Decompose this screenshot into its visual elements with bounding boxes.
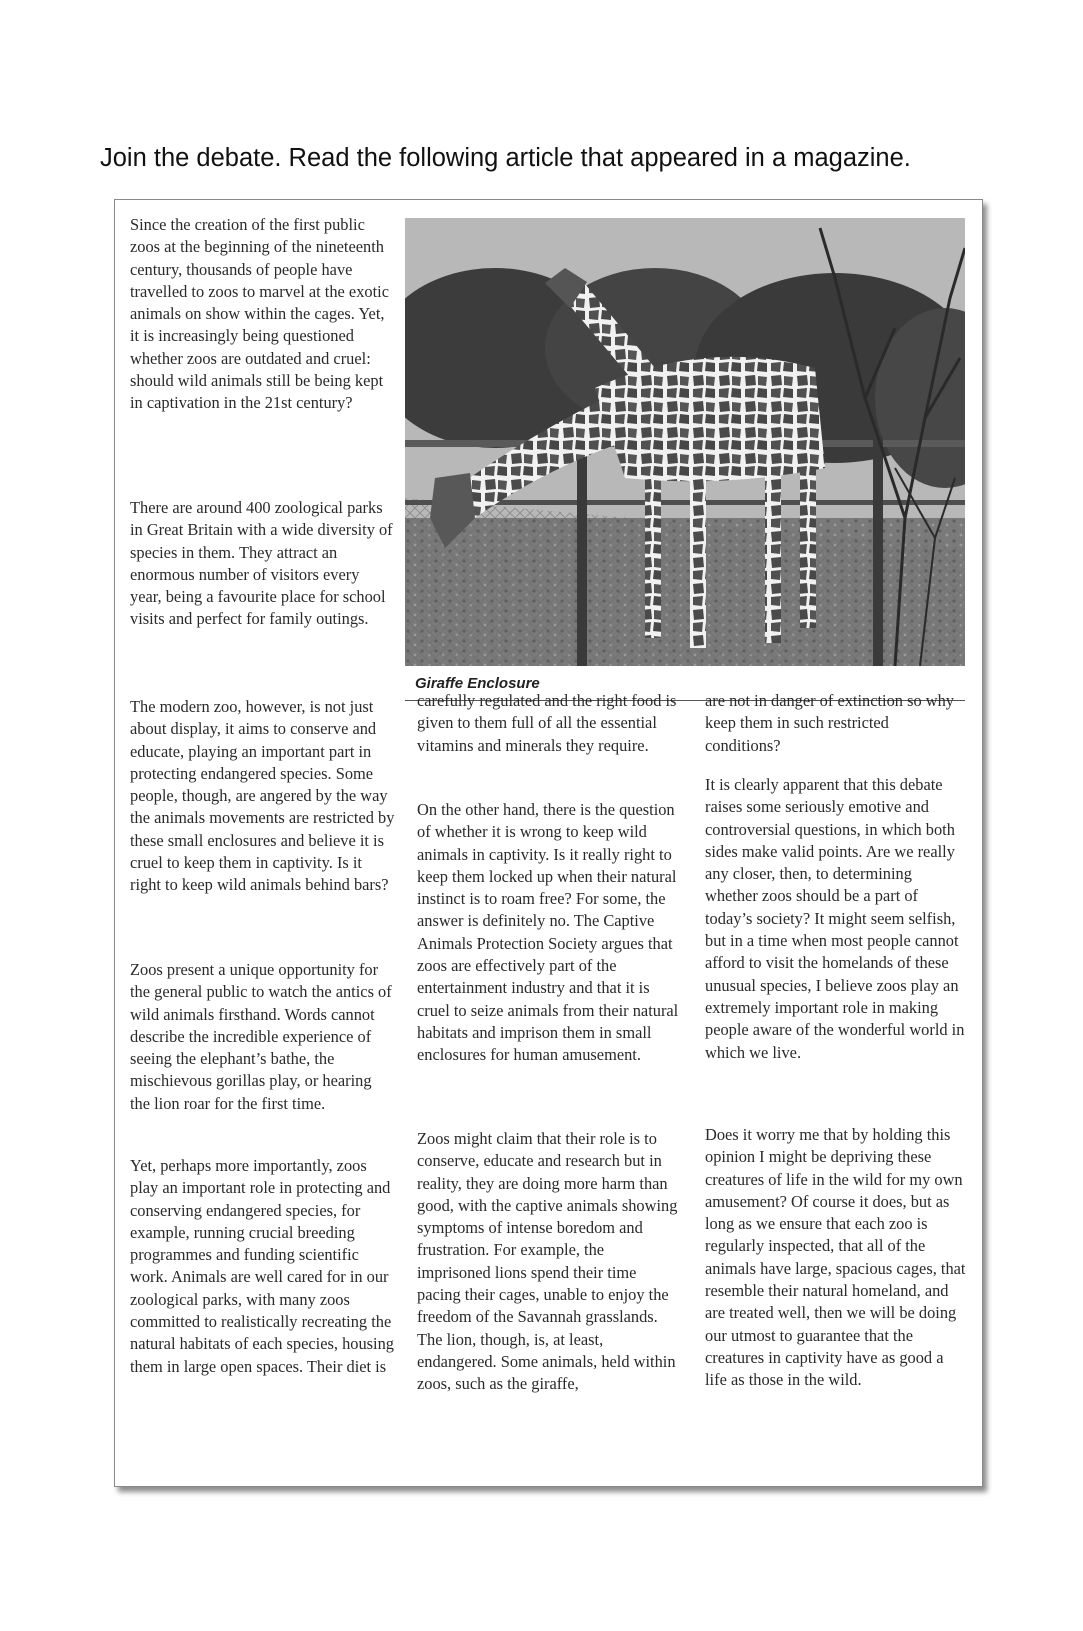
article-paragraph-7: On the other hand, there is the question of whether it is wrong to keep wild animals in captivity. Is it really right to keep them locked up when their natural instinct is to roam free? For some, the answer is definitely no. The Captive Animals Protection Society argues that zoos are effectively part of the entertainment industry and that it is cruel to seize animals from their natural habitats and imprison them in small enclosures for human amusement. — [417, 800, 679, 1065]
article-paragraph-4: Zoos present a unique opportunity for the general public to watch the antics of wild animals firsthand. Words cannot describe the incredible experience of seeing the elephant’s bathe, the mischievous gorillas play, or hearing the lion roar for the first time. — [130, 960, 392, 1113]
article-paragraph-5: Yet, perhaps more importantly, zoos play an important role in protecting and conserving endangered species, for example, running crucial breeding programmes and funding scientific work. Animals are well cared for in our zoological parks, with many zoos committed to realistically recreating the natural habitats of each species, housing them in large open spaces. Their diet is — [130, 1156, 394, 1376]
article-paragraph-2: There are around 400 zoological parks in Great Britain with a wide diversity of species in them. They attract an enormous number of visitors every year, being a favourite place for school visits and perfect for family outings. — [130, 498, 393, 629]
instruction-heading: Join the debate. Read the following article that appeared in a magazine. — [100, 144, 911, 172]
article-paragraph-8: Zoos might claim that their role is to conserve, educate and research but in reality, they are doing more harm than good, with the captive animals showing symptoms of intense boredom and frustration. For example, the imprisoned lions spend their time pacing their cages, unable to enjoy the freedom of the Savannah grasslands. The lion, though, is, at least, endangered. Some animals, held within zoos, such as the giraffe, — [417, 1129, 678, 1394]
article-paragraph-11: Does it worry me that by holding this opinion I might be depriving these creatures of life in the wild for my own amusement? Of course it does, but as long as we ensure that each zoo is regularly inspected, that all of the animals have large, spacious cages, that resemble their natural homeland, and are treated well, then we will be doing our utmost to guarantee that the creatures in captivity have as good a life as those in the wild. — [705, 1125, 966, 1390]
article-paragraph-1: Since the creation of the first public zoos at the beginning of the nineteenth century, thousands of people have travelled to zoos to marvel at the exotic animals on show within the cages. Yet, it is increasingly being questioned whether zoos are outdated and cruel: should wild animals still be being kept in captivation in the 21st century? — [130, 215, 389, 413]
article-paragraph-6: carefully regulated and the right food is given to them full of all the essential vitamins and minerals they require. — [417, 691, 677, 755]
photo-caption: Giraffe Enclosure — [415, 675, 540, 692]
article-paragraph-3: The modern zoo, however, is not just about display, it aims to conserve and educate, playing an important part in protecting endangered species. Some people, though, are angered by the way the animals movements are restricted by these small enclosures and believe it is cruel to keep them in captivity. Is it right to keep wild animals behind bars? — [130, 697, 395, 895]
article-paragraph-9: are not in danger of extinction so why keep them in such restricted conditions? — [705, 691, 954, 755]
magazine-article — [114, 199, 983, 1487]
giraffe-photo — [405, 218, 965, 666]
article-paragraph-10: It is clearly apparent that this debate raises some seriously emotive and controversial questions, in which both sides make valid points. Are we really any closer, then, to determining whether zoos should be a part of today’s society? It might seem selfish, but in a time when most people cannot afford to visit the homelands of these unusual species, I believe zoos play an extremely important role in making people aware of the wonderful world in which we live. — [705, 775, 965, 1062]
